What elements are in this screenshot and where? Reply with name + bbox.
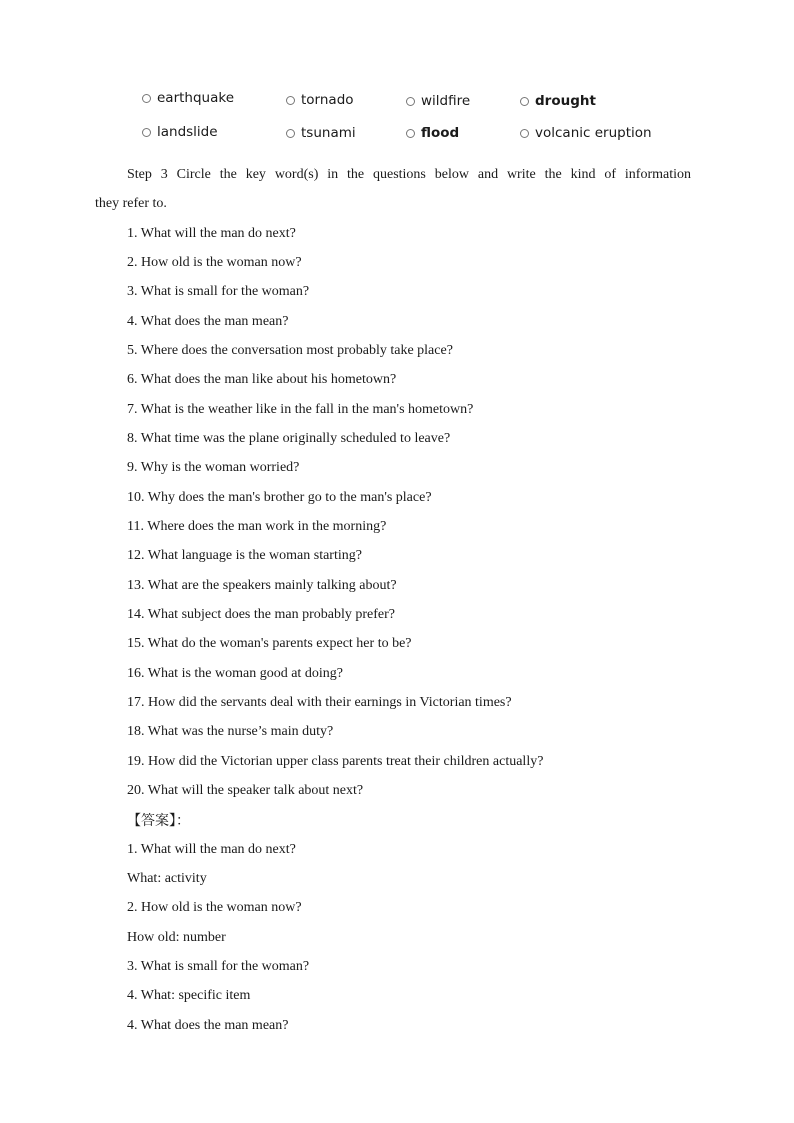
answer-line: 1. What will the man do next? <box>127 842 296 857</box>
question-item: 13. What are the speakers mainly talking about? <box>127 578 397 593</box>
answer-line: 4. What does the man mean? <box>127 1018 289 1033</box>
radio-circle-icon[interactable] <box>520 129 529 138</box>
question-item: 7. What is the weather like in the fall in the man's hometown? <box>127 402 474 417</box>
option-label: wildfire <box>421 93 471 109</box>
option-volcanic-eruption[interactable] <box>520 125 652 141</box>
option-flood[interactable] <box>406 125 459 141</box>
option-landslide[interactable] <box>142 124 218 140</box>
question-item: 8. What time was the plane originally scheduled to leave? <box>127 431 451 446</box>
option-label: drought <box>535 93 596 109</box>
question-item: 10. Why does the man's brother go to the man's place? <box>127 490 432 505</box>
question-item: 2. How old is the woman now? <box>127 255 302 270</box>
question-item: 9. Why is the woman worried? <box>127 460 300 475</box>
question-item: 12. What language is the woman starting? <box>127 548 362 563</box>
question-item: 15. What do the woman's parents expect her to be? <box>127 636 412 651</box>
radio-circle-icon[interactable] <box>142 128 151 137</box>
question-item: 11. Where does the man work in the morning? <box>127 519 387 534</box>
option-tornado[interactable] <box>286 92 354 108</box>
radio-circle-icon[interactable] <box>406 97 415 106</box>
option-tsunami[interactable] <box>286 125 356 141</box>
radio-circle-icon[interactable] <box>286 129 295 138</box>
answer-line: 4. What: specific item <box>127 988 251 1003</box>
option-label: tsunami <box>301 125 356 141</box>
radio-circle-icon[interactable] <box>286 96 295 105</box>
option-label: landslide <box>157 124 218 140</box>
question-item: 20. What will the speaker talk about next? <box>127 783 364 798</box>
answer-line: How old: number <box>127 930 226 945</box>
radio-circle-icon[interactable] <box>406 129 415 138</box>
question-item: 18. What was the nurse’s main duty? <box>127 724 334 739</box>
option-label: flood <box>421 125 460 141</box>
option-earthquake[interactable] <box>142 90 234 106</box>
question-item: 3. What is small for the woman? <box>127 284 310 299</box>
answer-line: What: activity <box>127 871 207 886</box>
question-item: 19. How did the Victorian upper class parents treat their children actually? <box>127 754 544 769</box>
option-label: earthquake <box>157 90 235 106</box>
option-wildfire[interactable] <box>406 93 470 109</box>
question-item: 1. What will the man do next? <box>127 226 296 241</box>
answer-line: 3. What is small for the woman? <box>127 959 310 974</box>
question-item: 4. What does the man mean? <box>127 314 289 329</box>
option-label: volcanic eruption <box>535 125 652 141</box>
radio-circle-icon[interactable] <box>520 97 529 106</box>
option-drought[interactable] <box>520 93 596 109</box>
question-item: 17. How did the servants deal with their earnings in Victorian times? <box>127 695 512 710</box>
option-label: tornado <box>301 92 354 108</box>
step-instruction-continued: they refer to. <box>95 196 167 211</box>
disaster-options <box>142 88 682 148</box>
answer-heading: 【答案】： <box>127 813 190 829</box>
question-item: 14. What subject does the man probably prefer? <box>127 607 395 622</box>
question-item: 6. What does the man like about his hometown? <box>127 372 397 387</box>
answer-line: 2. How old is the woman now? <box>127 900 302 915</box>
step-instruction: Step 3 Circle the key word(s) in the questions below and write the kind of information <box>127 167 691 182</box>
question-item: 5. Where does the conversation most probably take place? <box>127 343 453 358</box>
question-item: 16. What is the woman good at doing? <box>127 666 343 681</box>
radio-circle-icon[interactable] <box>142 94 151 103</box>
